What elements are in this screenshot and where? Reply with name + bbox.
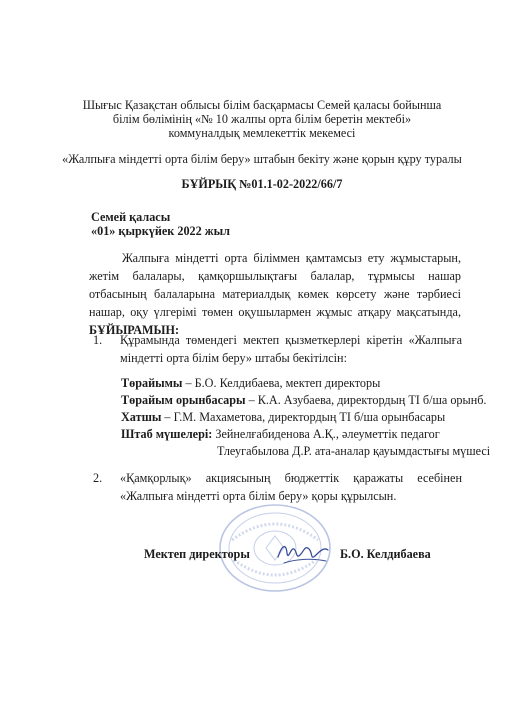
order-title: БҰЙРЫҚ №01.1-02-2022/66/7 — [181, 177, 343, 191]
staff-text-1: Зейнелғабиденова А.Қ., әлеуметтік педагог — [212, 427, 440, 441]
document-subject: «Жалпыға міндетті орта білім беру» штабын бекіту және қорын құру туралы — [62, 152, 462, 166]
item-1-number: 1. — [93, 333, 103, 347]
order-date: «01» қыркүйек 2022 жыл — [91, 224, 230, 238]
member-secretary — [121, 410, 445, 424]
item-2-text: «Қамқорлық» акциясының бюджеттік қаражаты есебінен «Жалпыға міндетті орта білім беру» қоры құрылсын. — [120, 471, 462, 503]
signature-name: Б.О. Келдибаева — [340, 547, 431, 561]
member-staff — [121, 427, 440, 441]
preamble-paragraph — [89, 249, 461, 339]
preamble-text: Жалпыға міндетті орта біліммен қамтамсыз ету жұмыстарын, жетім балалары, қамқоршылықтағы балалар, тұрмысы нашар отбасының балаларына материалдық көмек көрсету және тәрбиесі нашар, оқу үлгерімі төмен оқушылармен жұмыс атқару мақсатында, — [89, 251, 461, 319]
member-deputy — [121, 393, 486, 407]
chair-text: – Б.О. Келдибаева, мектеп директоры — [182, 376, 381, 390]
header-line-2: білім бөлімінің «№ 10 жалпы орта білім беретін мектебі» — [112, 112, 412, 126]
item-2-number: 2. — [93, 471, 103, 485]
decree-word: БҰЙЫРАМЫН: — [89, 323, 180, 337]
deputy-role: Төрайым орынбасары — [121, 393, 246, 407]
secretary-role: Хатшы — [121, 410, 162, 424]
order-place: Семей қаласы — [91, 210, 171, 224]
deputy-text: – К.А. Азубаева, директордың ТІ б/ша орынб. — [245, 393, 487, 407]
header-line-1: Шығыс Қазақстан облысы білім басқармасы Семей қаласы бойынша — [82, 98, 442, 112]
handwritten-signature-icon — [272, 531, 334, 573]
member-staff-2: Тлеугабылова Д.Р. ата-аналар қауымдастығы мүшесі — [217, 444, 491, 458]
chair-role: Төрайымы — [121, 376, 183, 390]
item-1-text: Құрамында төмендегі мектеп қызметкерлері кіретін «Жалпыға міндетті орта білім беру» штабы бекітілсін: — [120, 333, 462, 365]
signature-title: Мектеп директоры — [144, 547, 250, 561]
staff-role: Штаб мүшелері: — [121, 427, 213, 441]
header-line-3: коммуналдық мемлекеттік мекемесі — [168, 126, 356, 140]
secretary-text: – Г.М. Махаметова, директордың ТІ б/ша орынбасары — [161, 410, 446, 424]
member-chair — [121, 376, 380, 390]
